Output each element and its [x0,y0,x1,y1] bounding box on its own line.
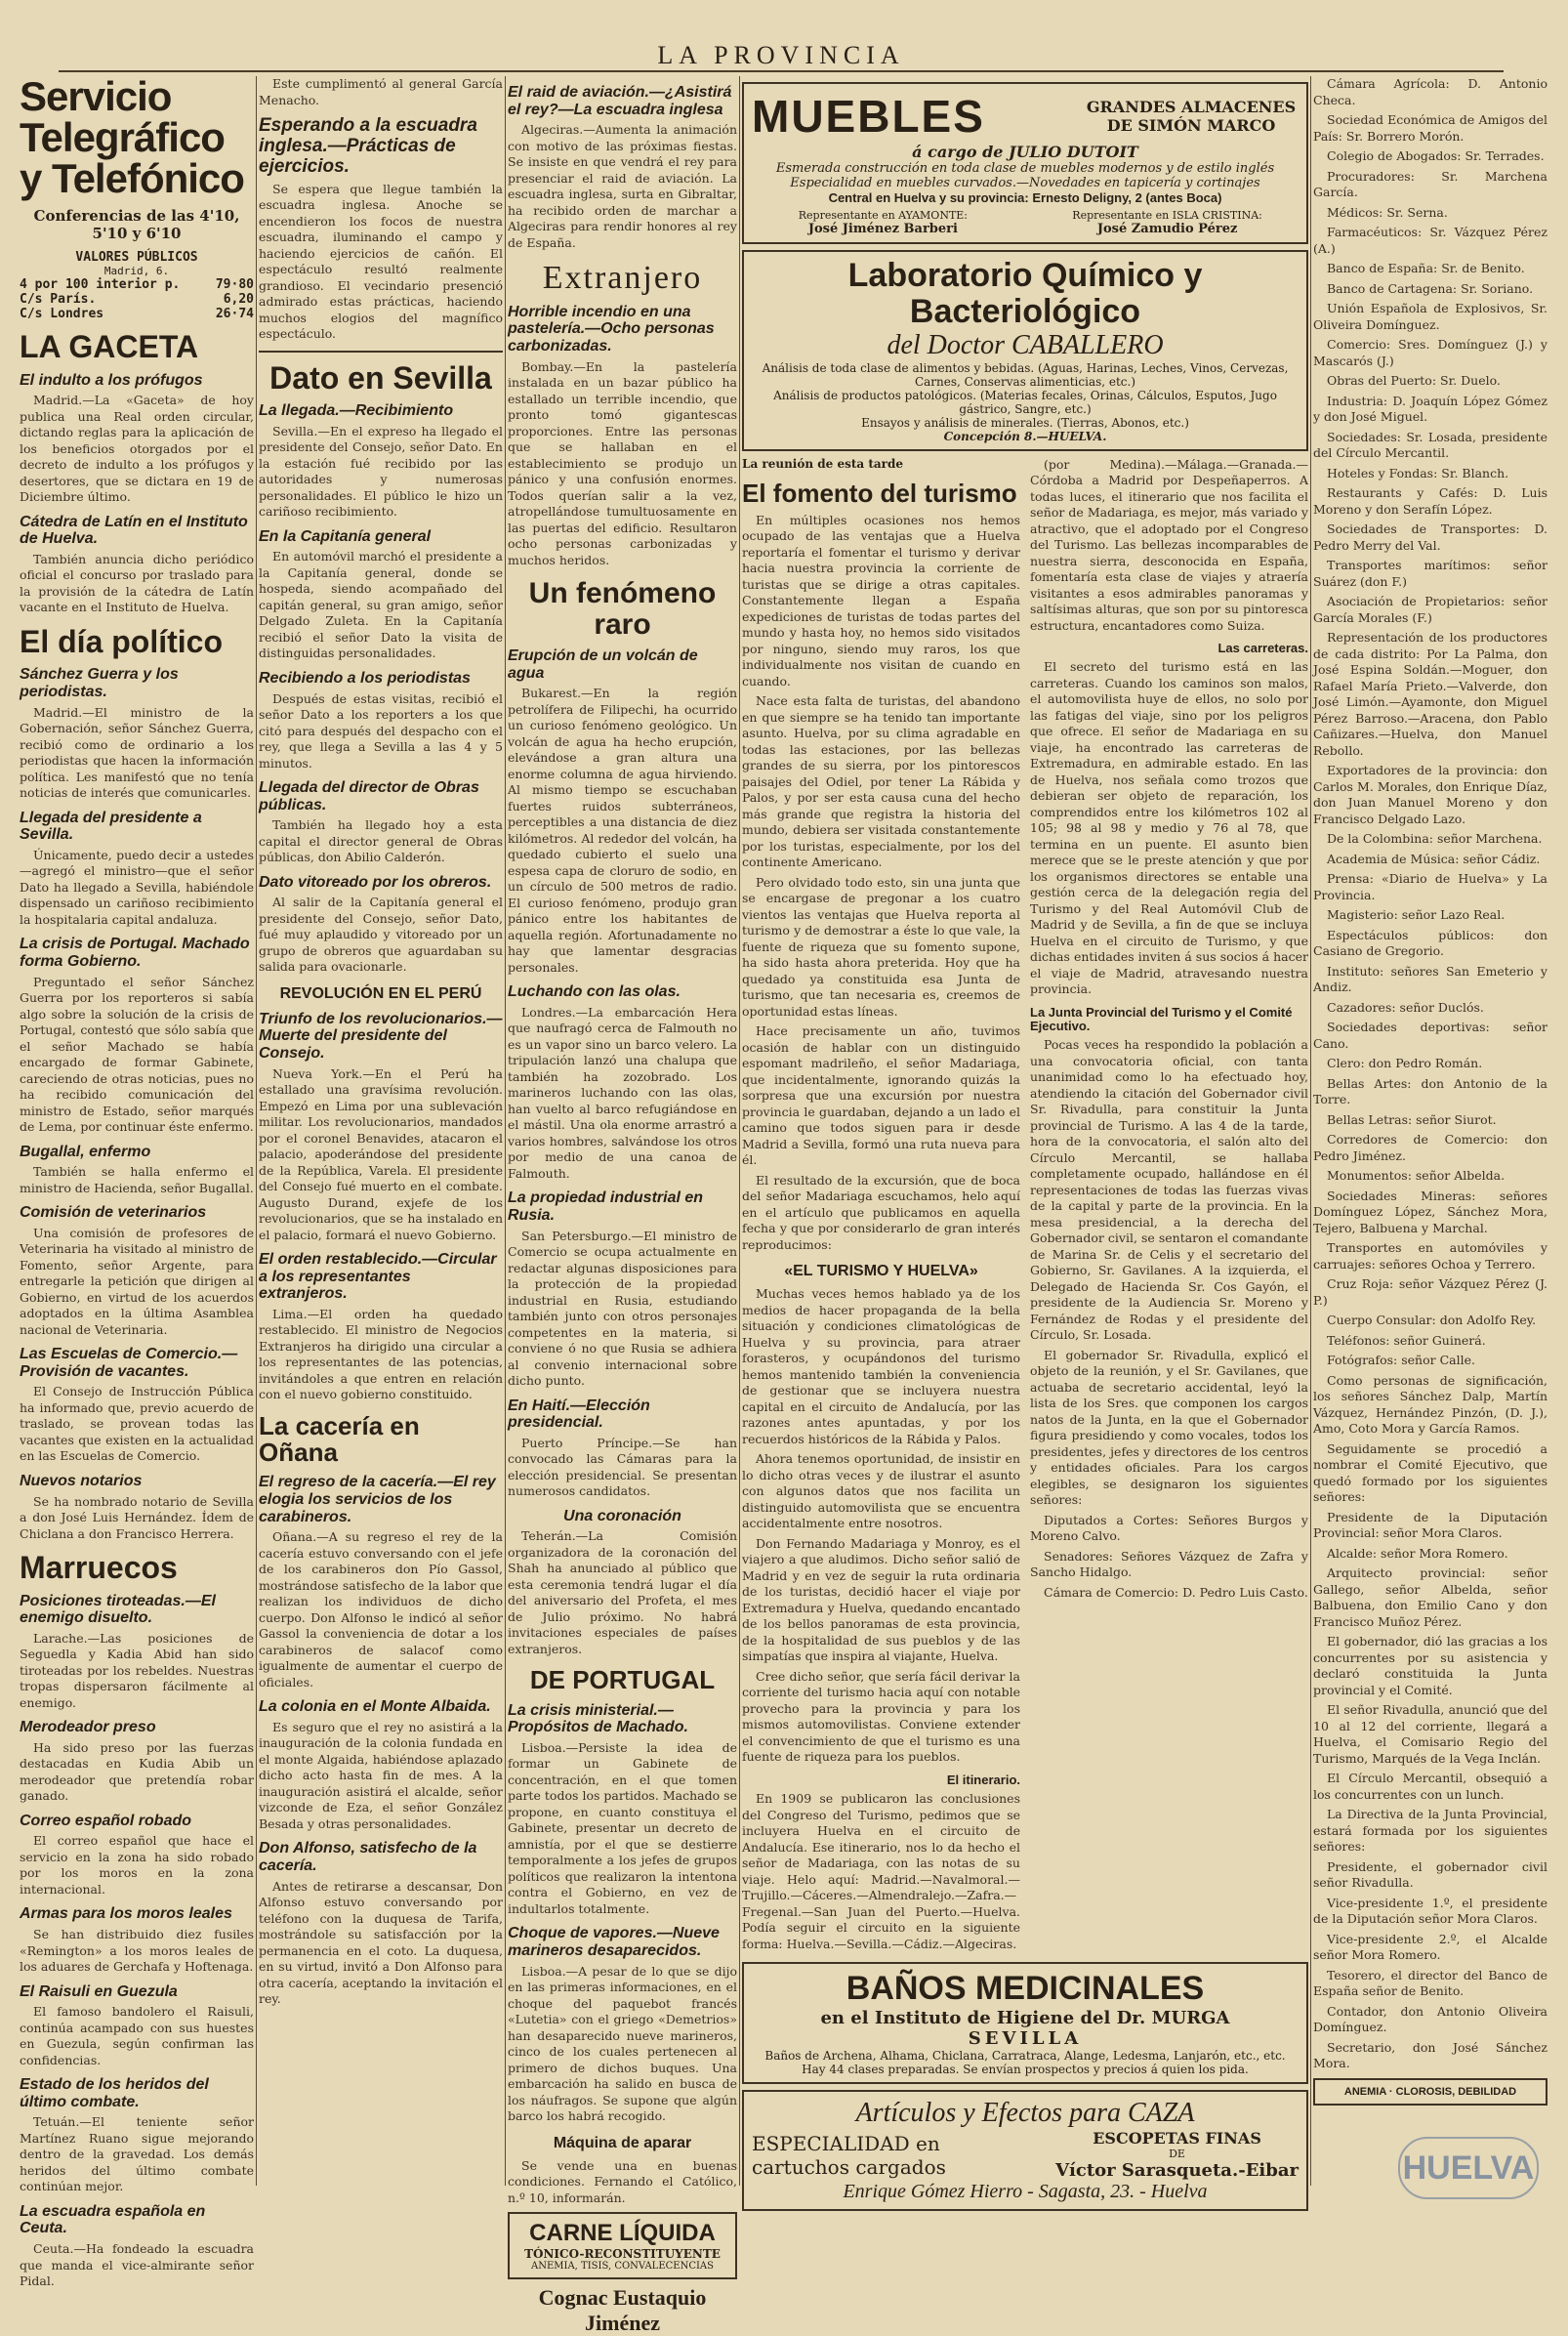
ad-muebles [742,82,1308,244]
article-body: Teherán.—La Comisión organizadora de la coronación del Shah ha anunciado al público que esta ceremonia tendrá lugar el día del aniversario del Profeta, el mes de Julio próximo. No habrá invitaciones especiales de países extranjeros. [508,1528,737,1656]
list-item: Representación de los productores de cada distrito: Por La Palma, don José Espina Soldán.—Moguer, don Rafael María Prieto.—Valverde, don José Limón.—Ayamonte, don Miguel Pérez Barroso.—Aracena, don Pablo Cañizares.—Huelva, don Manuel Rebollo. [1313,630,1547,758]
article-body: Lisboa.—A pesar de lo que se dijo en las primeras informaciones, en el choque del paquebot francés «Lutetia» con el griego «Demetrios» han desaparecido nueve marineros, cinco de los cuales pertenecen al primero de dichos buques. Una embarcación ha salido en busca de los náufragos. Se supone que algún barco los habrá recogido. [508,1963,737,2124]
list-item: Banco de Cartagena: Sr. Soriano. [1327,280,1534,296]
article-body: El Consejo de Instrucción Pública ha informado que, previo acuerdo de traslado, se provean todas las vacantes que existen en la actualidad en las Escuelas de Comercio. [20,1384,254,1464]
section-head-politico: El día político [20,623,224,659]
ad-line: ESPECIALIDAD en [752,2131,940,2155]
article-body: Madrid.—El ministro de la Gobernación, señor Sánchez Guerra, recibió como de ordinario a los periodistas que hacen la información política. Les manifestó que no tenía noticias de interés que comunicarles. [20,704,254,801]
list-item: Vice-presidente 1.º, el presidente de la Diputación señor Mora Claros. [1313,1895,1547,1926]
article-body: Tetuán.—El teniente señor Martínez Ruano sigue mejorando dentro de la gravedad. Los demás heridos del último combate continúan mejor. [20,2114,254,2194]
divider [259,351,503,353]
article-body: Lima.—El orden ha quedado restablecido. El ministro de Negocios Extranjeros ha dirigido una circular a los representantes de las potencias, invitándoles a que entren en relación con el nuevo gobierno constituido. [259,1306,503,1402]
ad-banos [742,1962,1308,2084]
article-body: El resultado de la excursión, que de boca del señor Madariaga escuchamos, helo aquí en el artículo que publicamos en aquella fecha y que por considerarlo de gran interés reproducimos: [742,1172,1020,1252]
article-title: Erupción de un volcán de agua [508,647,698,682]
section-head-dato: Dato en Sevilla [269,359,492,396]
list-item: Bellas Letras: señor Siurot. [1327,1111,1497,1127]
ad-laboratorio [742,250,1308,451]
column-5 [1313,76,1547,2186]
article-title: Cátedra de Latín en el Instituto de Huelva. [20,513,248,548]
securities-value: 6,20 [223,292,254,307]
article-title: La crisis ministerial.—Propósitos de Machado. [508,1701,688,1736]
list-item: Cámara Agrícola: D. Antonio Checa. [1313,76,1547,107]
article-title: Luchando con las olas. [508,983,681,1001]
list-item: Sociedades de Transportes: D. Pedro Merry del Val. [1313,521,1547,553]
article-title: La colonia en el Monte Albaida. [259,1698,491,1716]
list-item: Teléfonos: señor Guinerá. [1327,1332,1486,1348]
list-item: Presidente, el gobernador civil señor Rivadulla. [1313,1858,1547,1890]
article-body: Hace precisamente un año, tuvimos ocasión de hablar con un distinguido espomant madrileño, el señor Madariaga, que incidentalmente, ignorando quizás la sorpresa que una excursión por nuestra provincia le guardaban, dejando a un lado el camino que todos siguen para ir desde Madrid a Sevilla, formó una ruta nueva para él. [742,1023,1020,1168]
article-title: Estado de los heridos del último combate. [20,2076,209,2110]
article-body: El gobernador, dió las gracias a los concurrentes por su asistencia y declaró constituida la Junta provincial y el Comité. [1313,1634,1547,1697]
list-item: Colegio de Abogados: Sr. Terrades. [1327,148,1545,163]
ad-rep-name: José Jiménez Barberi [807,222,958,236]
list-item: Arquitecto provincial: señor Gallego, señor Albelda, señor Balbuena, don Emilio Cano y don Francisco Muñoz Pérez. [1313,1565,1547,1629]
telegraph-banner: Servicio Telegráfico y Telefónico [20,73,244,201]
subhead-carreteras: Las carreteras. [1217,641,1308,656]
list-item: Comercio: Sres. Domínguez (J.) y Mascarós (J.) [1313,337,1547,368]
list-item: Presidente de la Diputación Provincial: señor Mora Claros. [1313,1509,1547,1540]
ad-anemia: ANEMIA · CLOROSIS, DEBILIDAD [1313,2078,1547,2106]
subhead-turismo: «EL TURISMO Y HUELVA» [784,1263,978,1280]
classified-title: Máquina de aparar [553,2134,692,2151]
article-title: La crisis de Portugal. Machado forma Gobierno. [20,936,250,970]
article-body: Londres.—La embarcación Hera que naufragó cerca de Falmouth no es un vapor sino un barco velero. La tripulación lanzó una chalupa que también ha zozobrado. Los marineros luchando con las olas, han vuelto al barco refugiándose en el mástil. Una ola enorme arrastró a varios hombres, salvándose los otros por medio de una canoa de Falmouth. [508,1004,737,1181]
article-title: Dato vitoreado por los obreros. [259,873,492,891]
list-item: Senadores: Señores Vázquez de Zafra y Sancho Hidalgo. [1030,1548,1308,1580]
article-body: Cree dicho señor, que sería fácil derivar la corriente del turismo hacia aquí con notable provecho para la provincia y para los mismos automovilistas. Conviene extender el convencimiento de que el turismo es una fuente de riqueza para los pueblos. [742,1668,1020,1765]
article-body: Pero olvidado todo esto, sin una junta que se encargase de pregonar a los cuatro vientos las ventajas que Huelva reporta al turismo y de demostrar a éste lo que vale, la fuente de riqueza que su fomento supone, ha sido hasta ahora preterida. Hoy que ha quedado ya constituida esa Junta de turismo, que tan necesaria es, creemos de oportunidad estas líneas. [742,874,1020,1019]
list-item: Sociedad Económica de Amigos del País: Sr. Borrero Morón. [1313,112,1547,144]
article-body: Sevilla.—En el expreso ha llegado el presidente del Consejo, señor Dato. En la estación fué recibido por las autoridades y numerosas personalidades. El público le hizo un cariñoso recibimiento. [259,423,503,520]
ad-title: MUEBLES [752,91,985,142]
list-item: Sociedades Mineras: señores Domínguez López, Sánchez Mora, Tejero, Balbuena y Marchal. [1313,1188,1547,1235]
list-item: De la Colombina: señor Marchena. [1327,831,1543,846]
section-head-portugal: DE PORTUGAL [529,1665,716,1695]
ad-line: Baños de Archena, Alhama, Chiclana, Carratraca, Alange, Ledesma, Lanjarón, etc., etc. [764,2049,1286,2064]
list-item: Bellas Artes: don Antonio de la Torre. [1313,1075,1547,1106]
article-body: Nace esta falta de turistas, del abandono en que siempre se ha tenido tan importante asunto. Huelva, por su clima agradable en todas las estaciones, por las bellezas grandes de su sierra, por los pintorescos paisajes del Odiel, por tener La Rábida y Palos, y por ser esta causa cuna del hecho más grande que registra la historia del mundo, debiera ser visitada constantemente por los turistas, especialmente, por los del continente Americano. [742,693,1020,870]
column-2 [259,76,503,2186]
article-body: El famoso bandolero el Raisuli, continúa acampado con sus huestes en Guezula, según confirman las confidencias. [20,2004,254,2067]
article-body: Oñana.—A su regreso el rey de la cacería estuvo conversando con el jefe de los carabineros don Pío Gassol, mostrándose satisfecho de la labor que realizan los individuos de dicho cuerpo. Don Alfonso le indicó al señor Gassol la conveniencia de dotar a los carabineros de salacof como igualmente de aumentar el cuerpo de oficiales. [259,1529,503,1689]
article-body: Nueva York.—En el Perú ha estallado una gravísima revolución. Empezó en Lima por una sublevación militar. Los revolucionarios, mandados por el coronel Benavides, atacaron el palacio, apoderándose del presidente de la República, Varela. El presidente del Consejo fué muerto en el combate. Augusto Durand, exjefe de los revolucionarios, que se ha instalado en el palacio, formará el nuevo Gobierno. [259,1065,503,1242]
ad-line: Ensayos y análisis de minerales. (Tierras, Abonos, etc.) [861,415,1189,430]
classified-body: Se vende una en buenas condiciones. Fernando el Católico, n.º 10, informarán. [508,2157,737,2205]
list-item: Alcalde: señor Mora Romero. [1327,1545,1508,1561]
list-item: Obras del Puerto: Sr. Duelo. [1327,373,1501,388]
article-body: San Petersburgo.—El ministro de Comercio se ocupa actualmente en redactar algunas disposiciones para la protección de la propiedad industrial en Rusia, estudiando también junto con otros personajes competentes en la materia, si conviene ó no que Rusia se adhiera al convenio internacional sobre dicho punto. [508,1228,737,1389]
article-title: Las Escuelas de Comercio.—Provisión de vacantes. [20,1346,238,1380]
article-title: Don Alfonso, satisfecho de la cacería. [259,1840,477,1874]
article-body: En múltiples ocasiones nos hemos ocupado de las ventajas que a Huelva reportaría el fomentar el turismo y derivar hacia nuestra provincia la corriente de turistas que se dirige a otras capitales. Constantemente llegan a España expediciones de turistas de todas partes del mundo y hasta hoy, no hemos sido visitados por ninguno, siendo muy raros, los que individualmente nos visitan de cuando en cuando. [742,512,1020,688]
ad-line: Hay 44 clases preparadas. Se envían prospectos y precios á quien los pida. [802,2063,1249,2077]
ad-title: CARNE LÍQUIDA [529,2220,716,2247]
article-title: Nuevos notarios [20,1472,143,1489]
securities-row [20,292,254,307]
ad-caza [742,2090,1308,2211]
ad-subtitle: en el Instituto de Higiene del Dr. MURGA [820,2008,1230,2029]
article-body: El Círculo Mercantil, obsequió a los concurrentes con un lunch. [1313,1771,1547,1802]
ad-title: Artículos y Efectos para CAZA [855,2098,1195,2129]
article-title: La propiedad industrial en Rusia. [508,1189,704,1225]
column-3 [508,76,737,2336]
article-title: Llegada del presidente a Sevilla. [20,809,202,844]
list-item: Asociación de Propietarios: señor García Morales (F.) [1313,594,1547,625]
list-item: Diputados a Cortes: Señores Burgos y Moreno Calvo. [1030,1512,1308,1544]
ad-line: DE [1169,2148,1185,2161]
list-item: Clero: don Pedro Román. [1327,1056,1483,1070]
ad-title: BAÑOS MEDICINALES [846,1970,1205,2008]
article-title: Posiciones tiroteadas.—El enemigo disuelto. [20,1592,216,1627]
list-item: Unión Española de Explosivos, Sr. Oliveira Domínguez. [1313,301,1547,332]
securities-value: 79·80 [215,277,254,292]
column-4 [742,76,1308,2203]
list-item: Secretario, don José Sánchez Mora. [1313,2039,1547,2070]
article-title: En la Capitanía general [259,527,432,545]
conferences-line: Conferencias de las 4'10, 5'10 y 6'10 [33,207,240,242]
securities-row [20,307,254,321]
article-title: Armas para los moros leales [20,1905,232,1923]
column-rule [1310,76,1311,2186]
article-body: El secreto del turismo está en las carreteras. Cuando los caminos son malos, el automovilista huye de ellos, no solo por las fatigas del viaje, sino por los peligros que ofrece. El señor de Madariaga en su viaje, ha encontrado las carreteras de Extremadura, en admirable estado. En las de Huelva, nos señala como trozos que debieran ser objeto de reparación, los comprendidos entre los kilómetros 102 al 105; 98 al 98 y medio y 76 al 78, que termina en un puente. El asunto bien merece que se le preste atención y que por los organismos directores se entable una gestión cerca de la delegación regia del Turismo y del Real Automóvil Club de Madrid y de Sevilla, a fin de que se incluya Huelva en el circuito de Turismo, y que dichas entidades inviten á sus socios á hacer el viaje de Madrid, atravesando nuestra provincia. [1030,659,1308,997]
article-body: Se espera que llegue también la escuadra inglesa. Anoche se encendieron los focos de nuestra escuadra, iluminando el campo y haciendo ejercicios de cañón. El espectáculo resultó realmente grandioso. El vecindario presenció admirado estas prácticas, haciendo muchos elogios del magnífico espectáculo. [259,181,503,342]
kicker: La reunión de esta tarde [742,456,904,471]
list-item: Exportadores de la provincia: don Carlos M. Morales, don Enrique Díaz, don Juan Manuel Moreno y don Francisco Delgado Lazo. [1313,763,1547,826]
ad-line: Análisis de toda clase de alimentos y bebidas. (Aguas, Harinas, Leches, Vinos, Cervezas, Carnes, Conservas alimenticias, etc.) [762,360,1289,389]
article-body: Se ha nombrado notario de Sevilla a don José Luis Hernández. Ídem de Chiclana a don Francisco Herrera. [20,1493,254,1541]
article-body: Antes de retirarse a descansar, Don Alfonso estuvo conversando por teléfono con la duquesa de Tarifa, mostrándole su satisfacción por la permanencia en el coto. La duquesa, en su virtud, invitó a Don Alfonso para otra cacería, aceptando la invitación el rey. [259,1878,503,2007]
article-body: Después de estas visitas, recibió el señor Dato a los reporters a los que citó para después del despacho con el rey, que llega a Sevilla a las 4 y 5 minutos. [259,690,503,771]
securities-label: C/s Londres [20,307,104,321]
ad-rep-label: Representante en AYAMONTE: [798,209,969,222]
article-title: La llegada.—Recibimiento [259,402,454,420]
article-body: Lisboa.—Persiste la idea de formar un Gabinete de concentración, en el que tomen parte todos los partidos. Machado se propone, en cuanto constituya el Gabinete, presentar un decreto de amnistía, por el que se destierre temporalmente a los jefes de grupos políticos que realizaron la intentona contra el Gobierno, en vez de indultarlos totalmente. [508,1739,737,1916]
article-title: Recibiendo a los periodistas [259,669,471,687]
article-body: Puerto Príncipe.—Se han convocado las Cámaras para la elección presidencial. Se presentan numerosos candidatos. [508,1435,737,1499]
list-item: Transportes marítimos: señor Suárez (don F.) [1313,558,1547,589]
article-title: El raid de aviación.—¿Asistirá el rey?—La escuadra inglesa [508,84,732,118]
list-item: Restaurants y Cafés: D. Luis Moreno y don Serafín López. [1313,485,1547,517]
ad-line: Análisis de productos patológicos. (Materias fecales, Orinas, Cálculos, Esputos, Jugo gástrico, Sangre, etc.) [773,388,1277,416]
ad-rep-label: Representante en ISLA CRISTINA: [1072,209,1262,222]
list-item: Sociedades: Sr. Losada, presidente del Círculo Mercantil. [1313,429,1547,460]
article-body: Ha sido preso por las fuerzas destacadas en Kudia Abib un merodeador que pretendía robar ganado. [20,1739,254,1804]
list-item: Farmacéuticos: Sr. Vázquez Pérez (A.) [1313,225,1547,256]
ad-line: Especialidad en muebles curvados.—Novedades en tapicería y cortinajes [790,176,1260,190]
article-title: Sánchez Guerra y los periodistas. [20,666,179,701]
article-title: Una coronación [563,1507,681,1524]
article-body: Se han distribuido diez fusiles «Remington» a los moros leales de los aduares de Gerchafa y Hoftenaga. [20,1927,254,1975]
ad-subtitle: del Doctor CABALLERO [887,329,1164,360]
running-head: LA PROVINCIA [59,41,1504,72]
article-title: Comisión de veterinarios [20,1204,207,1222]
article-body: Muchas veces hemos hablado ya de los medios de hacer propaganda de la bella situación y condiciones climatológicas de Huelva y su provincia, para atraer forasteros, y ocupándonos del turismo hemos mantenido también la conveniencia de gestionar que se incluyera nuestra capital en el circuito de Andalucía, por las razones antes apuntadas, y por los recuerdos históricos de la Rábida y Palos. [742,1286,1020,1446]
list-item: Banco de España: Sr. de Benito. [1327,261,1525,275]
list-item: Academia de Música: señor Cádiz. [1327,851,1541,866]
article-body: Algeciras.—Aumenta la animación con motivo de las próximas fiestas. Se insiste en que vendrá el rey para presenciar el raid de aviación. La escuadra inglesa, surta en Gibraltar, ha recibido orden de marchar a Algeciras para rendir honores al rey de España. [508,122,737,250]
article-title: Triunfo de los revolucionarios.—Muerte del presidente del Consejo. [259,1010,503,1063]
article-body: También ha llegado hoy a esta capital el director general de Obras públicas, don Abilio Calderón. [259,817,503,865]
article-body: En 1909 se publicaron las conclusiones del Congreso del Turismo, pedimos que se incluyera Huelva en el circuito de Andalucía. Ese itinerario, nos lo da hecho el señor de Madariaga, con las notas de su viaje. Helo aquí: Madrid.—Navalmoral.—Trujillo.—Cáceres.—Almendralejo.—Zafra.—Fregenal.—San Juan del Puerto.—Huelva. Podía seguir el circuito en la siguiente forma: Huelva.—Sevilla.—Cádiz.—Algeciras. [742,1791,1020,1951]
article-body: Preguntado el señor Sánchez Guerra por los reporteros si sabía algo sobre la solución de la crisis de Portugal, contestó que sólo sabía que el señor Machado se había encargado de formar Gabinete, careciendo de otras noticias, pues no ha recibido comunicación del ministro de Estado, señor marqués de Lema, por continuar éste enfermo. [20,974,254,1135]
list-item: Cámara de Comercio: D. Pedro Luis Casto. [1044,1584,1308,1600]
column-rule [256,76,257,2186]
ad-line: ESCOPETAS FINAS [1093,2129,1261,2148]
list-item: Cazadores: señor Duclós. [1327,999,1484,1015]
article-body: Como personas de significación, los señores Sánchez Dalp, Martín Vázquez, Hernández Pinzón, (D. J.), Amo, Coto Mora y García Ramos. [1313,1372,1547,1436]
article-title: El orden restablecido.—Circular a los representantes extranjeros. [259,1251,497,1303]
directiva-list [1313,1859,1547,2072]
article-body: Ahora tenemos oportunidad, de insistir en lo dicho otras veces y de ilustrar el asunto con algunos datos que nos facilita un distinguido automovilista que se encuentra accidentalmente entre nosotros. [742,1451,1020,1531]
securities-city: Madrid, 6. [103,265,170,277]
article-title: La escuadra española en Ceuta. [20,2202,206,2237]
ad-line: Esmerada construcción en toda clase de muebles modernos y de estilo inglés [775,161,1275,176]
article-body: Larache.—Las posiciones de Seguedla y Kadia Abid han sido tiroteadas por los rebeldes. Nuestras tropas dispersaron fácilmente al enemigo. [20,1630,254,1710]
article-title: Esperando a la escuadra inglesa.—Prácticas de ejercicios. [259,115,477,177]
article-body: Madrid.—La «Gaceta» de hoy publica una Real orden circular, dictando reglas para la aplicación de los beneficios otorgados por el decreto de indulto a los prófugos y desertores, que se dictara en 19 de Diciembre último. [20,393,254,505]
list-item: Monumentos: señor Albelda. [1327,1168,1506,1183]
list-item: Cruz Roja: señor Vázquez Pérez (J. P.) [1313,1276,1547,1308]
public-securities [20,250,254,321]
ad-maker: Víctor Sarasqueta.-Eibar [1055,2160,1299,2182]
section-head-gaceta: LA GACETA [20,329,199,364]
article-title: El Raisuli en Guezula [20,1982,178,2000]
securities-title: VALORES PÚBLICOS [75,250,198,265]
article-body: (por Medina).—Málaga.—Granada.—Córdoba a Madrid por Despeñaperros. A todas luces, el itinerario que nos facilita el señor de Madariaga, es mejor, más variado y atractivo, que el adoptado por el Congreso del Turismo. Las bellezas incomparables de nuestra sierra, desconocida en España, fomentaría esta clase de viajes y atraería visitantes a esos admirables panoramas y saltísimas alturas, que son por su pintoresca estructura, encantadores como Suiza. [1030,456,1308,633]
article-body: La Directiva de la Junta Provincial, estará formada por los siguientes señores: [1313,1807,1547,1854]
subhead-itinerario: El itinerario. [946,1772,1020,1787]
article-body: También anuncia dicho periódico oficial el concurso por traslado para la provisión de la cátedra de Latín vacante en el Instituto de Huelva. [20,551,254,615]
list-item: Prensa: «Diario de Huelva» y La Provincia. [1313,871,1547,902]
junta-members-list [1313,76,1547,1369]
article-body: Es seguro que el rey no asistirá a la inauguración de la colonia fundada en el monte Algaida, habiéndose aplazado dicho acto hasta fin de mes. A la inauguración asistirá el alcalde, señor vizconde de Eza, el señor González Besada y otras personalidades. [259,1719,503,1831]
article-title: Merodeador preso [20,1719,156,1736]
ad-title: Laboratorio Químico y Bacteriológico [847,257,1203,331]
article-title: El regreso de la cacería.—El rey elogia los servicios de los carabineros. [259,1474,496,1525]
article-body: Don Fernando Madariaga y Monroy, es el viajero a que aludimos. Dicho señor salió de Madrid y en vez de seguir la ruta ordinaria de los turistas, decidió hacer el viaje por Extremadura y Huelva, quedando encantado de los bellos panoramas de esta provincia, de la hospitalidad de sus pueblos y de las simpatías que inspira al viajante, Huelva. [742,1535,1020,1664]
article-body: Ceuta.—Ha fondeado la escuadra que manda el vice-almirante señor Pidal. [20,2241,254,2289]
section-head-fomento: El fomento del turismo [742,478,1017,508]
list-item: Cuerpo Consular: don Adolfo Rey. [1327,1313,1537,1327]
section-head-peru: REVOLUCIÓN EN EL PERÚ [279,984,482,1002]
ad-city: SEVILLA [968,2028,1083,2050]
ad-carne-liquida [508,2212,737,2279]
list-item: Hoteles y Fondas: Sr. Blanch. [1327,465,1509,480]
article-body: Bukarest.—En la región petrolífera de Filipechi, ha ocurrido un curioso fenómeno geológico. Un volcán de agua ha hecho erupción, elevándose a gran altura una enorme columna de agua hirviendo. Al mismo tiempo se escuchaban fuertes ruidos subterráneos, perceptibles a una distancia de diez kilómetros. Al rededor del volcán, ha quedado cubierto el suelo una espesa capa de cloruro de sodio, en un círculo de 500 metros de radio. El curioso fenómeno, produjo gran pánico entre los habitantes de aquella región. Afortunadamente no hay que lamentar desgracias personales. [508,686,737,975]
article-body: En automóvil marchó el presidente a la Capitanía general, donde se hospeda, siendo acompañado del capitán general, su gran amigo, señor Delgado Zuleta. En la Capitanía recibió el señor Dato la visita de distinguidas personalidades. [259,549,503,661]
article-body: Únicamente, puedo decir a ustedes—agregó el ministro—que el señor Dato ha llegado a Sevilla, habiéndole dispensado un cariñoso recibimiento la hospitalaria capital andaluza. [20,847,254,927]
column-rule [505,76,506,2186]
list-item: Vice-presidente 2.º, el Alcalde señor Mora Romero. [1313,1931,1547,1962]
section-head-marruecos: Marruecos [20,1550,178,1585]
list-item: Tesorero, el director del Banco de España señor de Benito. [1313,1967,1547,1998]
ad-address: Enrique Gómez Hierro - Sagasta, 23. - Huelva [843,2181,1208,2203]
turismo-left [742,457,1020,1957]
article-title: Choque de vapores.—Nueve marineros desaparecidos. [508,1925,720,1959]
securities-value: 26·74 [215,307,254,321]
ad-line: cartuchos cargados [752,2154,946,2179]
comite-list [1313,1510,1547,1631]
article-title: Horrible incendio en una pastelería.—Ocho personas carbonizadas. [508,303,715,355]
section-head-extranjero: Extranjero [542,260,703,297]
list-item: Espectáculos públicos: don Casiano de Gregorio. [1313,927,1547,958]
ad-rep-name: José Zamudio Pérez [1096,222,1238,236]
ad-subtitle: GRANDES ALMACENES DE SIMÓN MARCO [1086,98,1297,135]
article-title: En Haití.—Elección presidencial. [508,1397,650,1432]
list-item: Procuradores: Sr. Marchena García. [1313,168,1547,199]
ad-subtitle: TÓNICO-RECONSTITUYENTE [524,2247,721,2262]
section-head-fenomeno: Un fenómeno raro [528,577,717,641]
article-body: También se halla enfermo el ministro de Hacienda, señor Bugallal. [20,1164,254,1195]
list-item: Magisterio: señor Lazo Real. [1327,907,1506,922]
list-item: Sociedades deportivas: señor Cano. [1313,1020,1547,1051]
article-body: Al salir de la Capitanía general el presidente del Consejo, señor Dato, fué muy aplaudido y vitoreado por un grupo de obreros que aguardaban su salida para ovacionarle. [259,895,503,975]
library-stamp: HUELVA [1398,2137,1539,2199]
section-head-caceria: La cacería en Oñana [259,1410,420,1468]
subhead-junta: La Junta Provincial del Turismo y el Comité Ejecutivo. [1030,1004,1293,1034]
ad-line: ANEMIA, TISIS, CONVALECENCIAS [531,2261,714,2273]
article-title: Bugallal, enfermo [20,1143,151,1160]
article-body: Una comisión de profesores de Veterinaria ha visitado al ministro de Fomento, señor Argente, para entregarle la petición que dirigen al Gobierno, en virtud de los acuerdos adoptados en la última Asamblea nacional de Veterinaria. [20,1225,254,1337]
list-item: Contador, don Antonio Oliveira Domínguez. [1313,2003,1547,2034]
securities-label: 4 por 100 interior p. [20,277,181,292]
securities-row [20,277,254,292]
article-body: El correo español que hace el servicio en la zona ha sido robado por los moros en la zona internacional. [20,1833,254,1897]
list-item: Médicos: Sr. Serna. [1327,204,1448,220]
article-body: Seguidamente se procedió a nombrar el Comité Ejecutivo, que quedó formado por los siguientes señores: [1313,1440,1547,1504]
ad-line: Central en Huelva y su provincia: Ernesto Deligny, 2 (antes Boca) [828,190,1222,205]
ad-cognac: Cognac Eustaquio Jiménez [538,2285,707,2336]
article-body: El señor Rivadulla, anunció que del 10 al 12 del corriente, llegará a Huelva, el Comisario Regio del Turismo, Marqués de la Vega Inclán. [1313,1702,1547,1766]
article-title: Correo español robado [20,1812,192,1829]
list-item: Instituto: señores San Emeterio y Andiz. [1313,963,1547,994]
article-body: El gobernador Sr. Rivadulla, explicó el objeto de la reunión, y el Sr. Gavilanes, que actuaba de secretario accidental, leyó la lista de los Sres. que componen los cargos natos de la Junta, en la que el Gobernador figura presidiendo y como vocales, todos los presidentes, jefes y directores de los centros y entidades oficiales. Para los cargos elegibles, se designaron los siguientes señores: [1030,1347,1308,1508]
article-body: Este cumplimentó al general García Menacho. [259,76,503,107]
article-body: Bombay.—En la pastelería instalada en un bazar público ha estallado un terrible incendio, que pronto tomó gigantescas proporciones. Entre las personas que se hallaban en el establecimiento se produjo un pánico y una confusión enormes. Todos querían salir a la vez, atropellándose tumultuosamente en las puertas del edificio. Resultaron ocho personas carbonizadas y muchos heridos. [508,358,737,567]
ad-address: Concepción 8.—HUELVA. [943,429,1107,443]
column-rule [739,76,740,2186]
list-item: Corredores de Comercio: don Pedro Jiménez. [1313,1132,1547,1163]
article-title: Llegada del director de Obras públicas. [259,779,479,813]
turismo-right [1030,457,1308,1957]
ad-line: á cargo de JULIO DUTOIT [912,143,1138,161]
column-1 [20,73,254,2289]
securities-label: C/s París. [20,292,97,307]
list-item: Transportes en automóviles y carruajes: señores Ochoa y Terrero. [1313,1240,1547,1272]
article-body: Pocas veces ha respondido la población a una convocatoria oficial, con tanta unanimidad como lo ha efectuado hoy, atendiendo la citación del Gobernador civil Sr. Rivadulla, para constituir la Junta provincial de Turismo. A las 4 de la tarde, hora de la convocatoria, el salón alto del Círculo Mercantil, se hallaba completamente ocupado, hallándose en él representaciones de todas las fuerzas vivas de la capital y parte de la provincia. En la mesa presidencial, a la derecha del Gobernador civil, se sentaron el comandante de Marina Sr. de Celis y el secretario del Gobierno, Sr. Gavilanes. A la izquierda, el Delegado de Hacienda Sr. Cos Gayón, el presidente de la Audiencia Sr. Moreno y Fernández de Rodas y el presidente del Círculo, Sr. Losada. [1030,1037,1308,1343]
article-title: El indulto a los prófugos [20,371,203,389]
list-item: Industria: D. Joaquín López Gómez y don José Miguel. [1313,393,1547,424]
list-item: Fotógrafos: señor Calle. [1327,1353,1475,1367]
